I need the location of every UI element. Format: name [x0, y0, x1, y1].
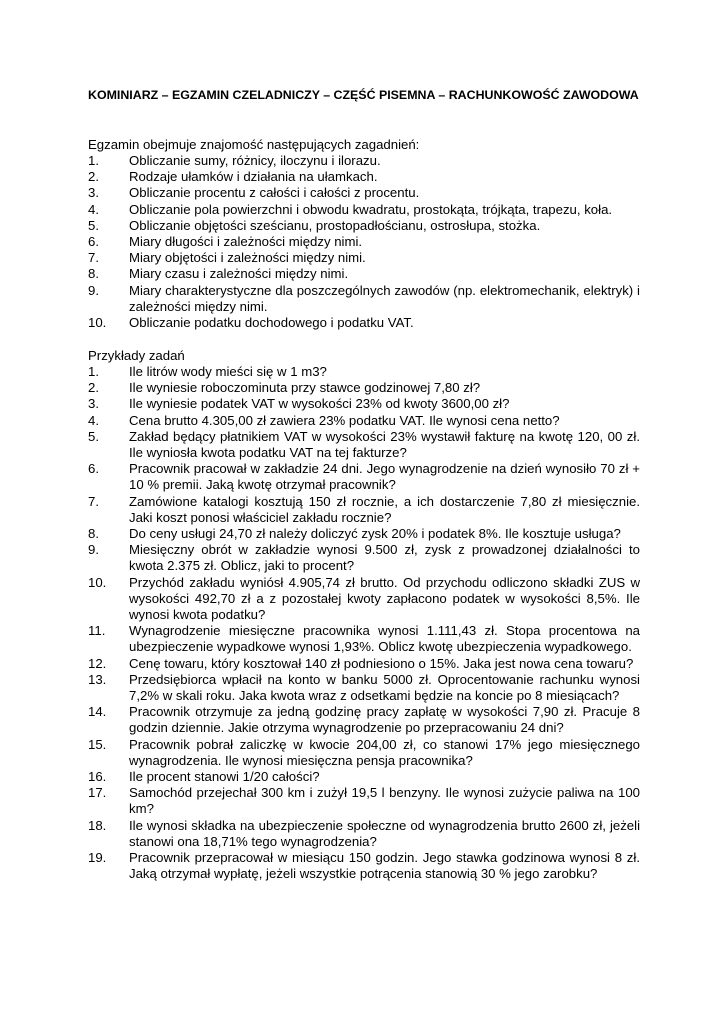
topic-text: Miary czasu i zależności między nimi.: [129, 266, 349, 282]
example-text: Pracownik przepracował w miesiącu 150 godzin. Jego stawka godzinowa wynosi 8 zł. Jaką otrzymał wypłatę, jeżeli wszystkie potrącenia stanowią 30 % jego zarobku?: [129, 850, 640, 882]
example-number: 18.: [88, 817, 107, 833]
example-text: Zamówione katalogi kosztują 150 zł rocznie, a ich dostarczenie 7,80 zł miesięcznie. Jaki koszt ponosi właściciel zakładu rocznie?: [129, 493, 640, 525]
example-text: Przychód zakładu wyniósł 4.905,74 zł brutto. Od przychodu odliczono składki ZUS w wysokości 492,70 zł a z pozostałej kwoty zapłacono podatek w wysokości 8,5%. Ile wynosi kwota podatku?: [129, 574, 640, 623]
example-text: Do ceny usługi 24,70 zł należy doliczyć zysk 20% i podatek 8%. Ile kosztuje usługa?: [129, 526, 621, 542]
topic-number: 6.: [88, 234, 99, 250]
topic-item: [88, 185, 640, 201]
example-text: Zakład będący płatnikiem VAT w wysokości 23% wystawił fakturę na kwotę 120, 00 zł. Ile wyniosła kwota podatku VAT na tej fakturze?: [129, 428, 640, 461]
example-text: Samochód przejechał 300 km i zużył 19,5 l benzyny. Ile wynosi zużycie paliwa na 100 km?: [129, 785, 640, 817]
topic-item: [88, 283, 640, 315]
example-item: [88, 526, 640, 542]
topic-text: Miary charakterystyczne dla poszczególnych zawodów (np. elektromechanik, elektryk) i zależności między nimi.: [129, 282, 640, 314]
example-number: 4.: [88, 412, 99, 428]
example-item: [88, 850, 640, 882]
topic-item: [88, 266, 640, 282]
examples-heading: Przykłady zadań: [88, 348, 185, 363]
example-item: [88, 785, 640, 817]
example-number: 17.: [88, 785, 107, 801]
topic-number: 4.: [88, 201, 99, 217]
example-text: Pracownik otrzymuje za jedną godzinę pracy zapłatę w wysokości 7,90 zł. Pracuje 8 godzin dziennie. Jakie otrzyma wynagrodzenie po przepracowaniu 24 dni?: [129, 704, 640, 736]
topic-item: [88, 169, 640, 185]
topic-text: Rodzaje ułamków i działania na ułamkach.: [129, 169, 378, 185]
example-item: [88, 380, 640, 396]
topic-item: [88, 218, 640, 234]
example-item: [88, 429, 640, 461]
example-text: Pracownik pracował w zakładzie 24 dni. Jego wynagrodzenie na dzień wynosiło 70 zł + 10 % premii. Jaką kwotę otrzymał pracownik?: [129, 461, 640, 493]
example-item: [88, 737, 640, 769]
example-number: 15.: [88, 736, 107, 752]
example-item: [88, 542, 640, 574]
example-number: 6.: [88, 461, 99, 477]
example-number: 9.: [88, 542, 99, 558]
topics-heading: Egzamin obejmuje znajomość następujących zagadnień:: [88, 137, 420, 152]
example-text: Wynagrodzenie miesięczne pracownika wynosi 1.111,43 zł. Stopa procentowa na ubezpieczenie wypadkowe wynosi 1,93%. Oblicz kwotę ubezpieczenia wypadkowego.: [129, 623, 640, 655]
example-item: [88, 704, 640, 736]
example-item: [88, 364, 640, 380]
examples-list: [88, 364, 640, 883]
topic-number: 2.: [88, 169, 99, 185]
example-number: 14.: [88, 704, 107, 720]
example-item: [88, 461, 640, 493]
example-number: 10.: [88, 574, 107, 590]
example-item: [88, 413, 640, 429]
topic-item: [88, 153, 640, 169]
example-text: Ile wyniesie podatek VAT w wysokości 23% od kwoty 3600,00 zł?: [129, 396, 510, 412]
example-text: Ile wynosi składka na ubezpieczenie społeczne od wynagrodzenia brutto 2600 zł, jeżeli stanowi ona 18,71% tego wynagrodzenia?: [129, 817, 640, 849]
topic-number: 8.: [88, 266, 99, 282]
example-text: Ile litrów wody mieści się w 1 m3?: [129, 364, 327, 379]
topic-text: Obliczanie procentu z całości i całości z procentu.: [129, 185, 420, 201]
topic-number: 7.: [88, 250, 99, 266]
example-item: [88, 494, 640, 526]
topic-item: [88, 234, 640, 250]
example-text: Pracownik pobrał zaliczkę w kwocie 204,00 zł, co stanowi 17% jego miesięcznego wynagrodzenia. Ile wynosi miesięczna pensja pracownika?: [129, 736, 640, 768]
topic-item: [88, 202, 640, 218]
example-text: Cenę towaru, który kosztował 140 zł podniesiono o 15%. Jaka jest nowa cena towaru?: [129, 655, 634, 671]
example-number: 8.: [88, 526, 99, 542]
example-number: 3.: [88, 396, 99, 412]
example-item: [88, 575, 640, 624]
example-item: [88, 623, 640, 655]
example-item: [88, 396, 640, 412]
example-item: [88, 656, 640, 672]
topic-text: Miary długości i zależności między nimi.: [129, 234, 363, 250]
example-number: 7.: [88, 493, 99, 509]
topics-list: [88, 153, 640, 331]
example-item: [88, 672, 640, 704]
example-number: 16.: [88, 769, 107, 785]
example-item: [88, 769, 640, 785]
topic-number: 3.: [88, 185, 99, 201]
example-number: 19.: [88, 850, 107, 866]
example-number: 2.: [88, 380, 99, 396]
example-text: Miesięczny obrót w zakładzie wynosi 9.500 zł, zysk z prowadzonej działalności to kwota 2.375 zł. Oblicz, jaki to procent?: [129, 542, 640, 574]
topic-text: Obliczanie podatku dochodowego i podatku VAT.: [129, 315, 414, 331]
example-number: 1.: [88, 364, 99, 379]
topic-number: 1.: [88, 153, 99, 168]
document-title: KOMINIARZ – EGZAMIN CZELADNICZY – CZĘŚĆ PISEMNA – RACHUNKOWOŚĆ ZAWODOWA: [88, 88, 639, 102]
topic-text: Obliczanie objętości sześcianu, prostopadłościanu, ostrosłupa, stożka.: [129, 217, 541, 233]
example-number: 5.: [88, 428, 99, 444]
topic-text: Miary objętości i zależności między nimi.: [129, 250, 366, 266]
topic-number: 5.: [88, 217, 99, 233]
topic-item: [88, 250, 640, 266]
topic-number: 10.: [88, 315, 107, 331]
example-number: 11.: [88, 623, 106, 639]
example-number: 12.: [88, 655, 107, 671]
example-text: Ile procent stanowi 1/20 całości?: [129, 769, 320, 785]
topic-text: Obliczanie sumy, różnicy, iloczynu i ilorazu.: [129, 153, 381, 168]
topic-item: [88, 315, 640, 331]
example-text: Przedsiębiorca wpłacił na konto w banku 5000 zł. Oprocentowanie rachunku wynosi 7,2% w skali roku. Jaka kwota wraz z odsetkami będzie na koncie po 8 miesiącach?: [129, 671, 640, 704]
topic-number: 9.: [88, 282, 99, 298]
example-number: 13.: [88, 671, 107, 687]
example-item: [88, 818, 640, 850]
example-text: Cena brutto 4.305,00 zł zawiera 23% podatku VAT. Ile wynosi cena netto?: [129, 412, 560, 428]
topic-text: Obliczanie pola powierzchni i obwodu kwadratu, prostokąta, trójkąta, trapezu, koła.: [129, 201, 613, 217]
example-text: Ile wyniesie roboczominuta przy stawce godzinowej 7,80 zł?: [129, 380, 481, 396]
